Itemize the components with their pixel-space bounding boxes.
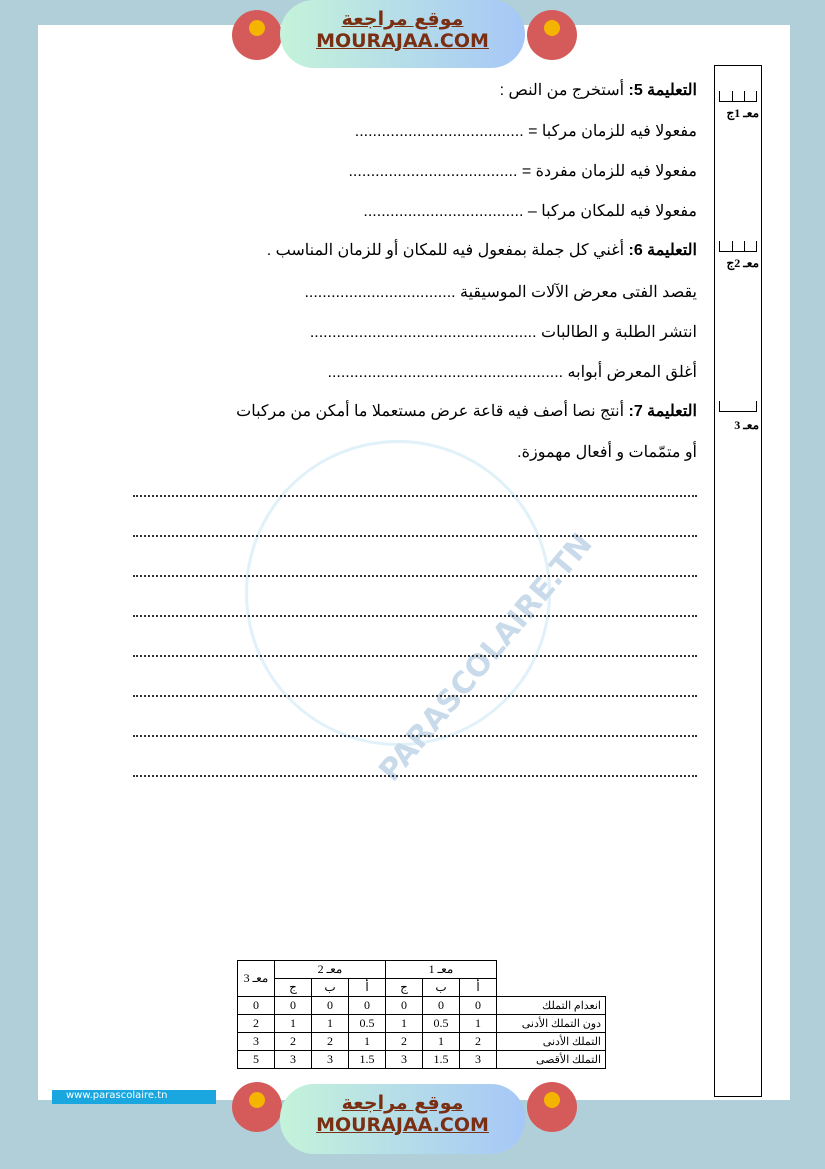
score-box-2 xyxy=(719,241,757,252)
score-cell: 1 xyxy=(423,1033,460,1051)
sub-header: ب xyxy=(312,979,349,997)
score-cell: 1 xyxy=(275,1015,312,1033)
score-cell: 0 xyxy=(238,997,275,1015)
q7-text: أنتج نصا أصف فيه قاعة عرض مستعملا ما أمكن من مركبات xyxy=(236,403,625,420)
watermark-text: PARASCOLAIRE.TN xyxy=(372,526,600,789)
score-box-1 xyxy=(719,91,757,102)
footer-site-ar: موقع مراجعة xyxy=(341,1092,464,1114)
watermark-logo xyxy=(245,440,551,746)
row-label: دون التملك الأدنى xyxy=(497,1015,606,1033)
q5-item-3: مفعولا فيه للمكان مركبا – .................................... xyxy=(363,203,697,220)
criterion-3-label: معـ 3 xyxy=(734,418,759,432)
q6-heading xyxy=(267,240,697,260)
score-cell: 3 xyxy=(312,1051,349,1069)
score-cell: 3 xyxy=(460,1051,497,1069)
logo-badge-right xyxy=(527,10,577,60)
footer-banner[interactable] xyxy=(280,1084,525,1154)
score-cell: 5 xyxy=(238,1051,275,1069)
sub-header: ج xyxy=(386,979,423,997)
score-cell: 2 xyxy=(312,1033,349,1051)
q6-item-2: انتشر الطلبة و الطالبات ................................................... xyxy=(309,324,697,341)
header-site-ar: موقع مراجعة xyxy=(341,8,464,30)
score-cell: 3 xyxy=(275,1051,312,1069)
table-row xyxy=(238,1033,606,1051)
answer-line[interactable] xyxy=(133,575,697,577)
answer-line[interactable] xyxy=(133,655,697,657)
answer-line[interactable] xyxy=(133,775,697,777)
footer-url[interactable]: www.parascolaire.tn xyxy=(52,1090,216,1104)
q5-item-1: مفعولا فيه للزمان مركبا = ...................................... xyxy=(354,123,697,140)
score-cell: 3 xyxy=(238,1033,275,1051)
sub-header: أ xyxy=(349,979,386,997)
score-cell: 0.5 xyxy=(349,1015,386,1033)
q5-text: أستخرج من النص : xyxy=(499,82,625,99)
header-banner[interactable] xyxy=(280,0,525,68)
sub-header: ج xyxy=(275,979,312,997)
score-cell: 0 xyxy=(423,997,460,1015)
score-cell: 0 xyxy=(386,997,423,1015)
row-label: التملك الأدنى xyxy=(497,1033,606,1051)
score-cell: 2 xyxy=(386,1033,423,1051)
answer-line[interactable] xyxy=(133,495,697,497)
logo-badge-left xyxy=(232,1082,282,1132)
q5-label: التعليمة 5: xyxy=(628,82,697,99)
group-header: معـ 2 xyxy=(275,961,386,979)
row-label: التملك الأقصى xyxy=(497,1051,606,1069)
q6-text: أغني كل جملة بمفعول فيه للمكان أو للزمان المناسب . xyxy=(266,242,625,259)
sub-header: ب xyxy=(423,979,460,997)
score-cell: 1 xyxy=(349,1033,386,1051)
header-site-en: MOURAJAA.COM xyxy=(316,30,489,52)
q6-item-1: يقصد الفتى معرض الآلات الموسيقية .................................. xyxy=(304,284,697,301)
answer-line[interactable] xyxy=(133,615,697,617)
row-label: انعدام التملك xyxy=(497,997,606,1015)
grading-table xyxy=(237,960,606,1069)
score-cell: 1 xyxy=(386,1015,423,1033)
footer-site-en: MOURAJAA.COM xyxy=(316,1114,489,1136)
q7-heading xyxy=(236,401,697,421)
q6-label: التعليمة 6: xyxy=(628,242,697,259)
criterion-2-label: معـ 2ج xyxy=(726,256,759,270)
score-box-3 xyxy=(719,401,757,412)
score-cell: 1 xyxy=(312,1015,349,1033)
logo-badge-right xyxy=(527,1082,577,1132)
score-cell: 2 xyxy=(275,1033,312,1051)
q5-item-2: مفعولا فيه للزمان مفردة = ...................................... xyxy=(348,163,697,180)
score-cell: 0 xyxy=(312,997,349,1015)
score-cell: 1.5 xyxy=(423,1051,460,1069)
group-header: معـ 3 xyxy=(238,961,275,997)
answer-line[interactable] xyxy=(133,695,697,697)
q6-item-3: أغلق المعرض أبوابه ..................................................... xyxy=(327,364,697,381)
score-cell: 1 xyxy=(460,1015,497,1033)
score-cell: 1.5 xyxy=(349,1051,386,1069)
score-cell: 0 xyxy=(460,997,497,1015)
score-cell: 3 xyxy=(386,1051,423,1069)
table-row xyxy=(238,1015,606,1033)
score-cell: 2 xyxy=(460,1033,497,1051)
score-cell: 0 xyxy=(349,997,386,1015)
q5-heading xyxy=(500,80,697,100)
grading-column xyxy=(714,65,762,1097)
q7-label: التعليمة 7: xyxy=(628,403,697,420)
answer-line[interactable] xyxy=(133,735,697,737)
score-cell: 0 xyxy=(275,997,312,1015)
sub-header: أ xyxy=(460,979,497,997)
criterion-1-label: معـ 1ج xyxy=(726,106,759,120)
answer-line[interactable] xyxy=(133,535,697,537)
table-row xyxy=(238,1051,606,1069)
q7-text-2: أو متمّمات و أفعال مهموزة. xyxy=(517,444,697,461)
table-row xyxy=(238,997,606,1015)
logo-badge-left xyxy=(232,10,282,60)
score-cell: 0.5 xyxy=(423,1015,460,1033)
group-header: معـ 1 xyxy=(386,961,497,979)
score-cell: 2 xyxy=(238,1015,275,1033)
